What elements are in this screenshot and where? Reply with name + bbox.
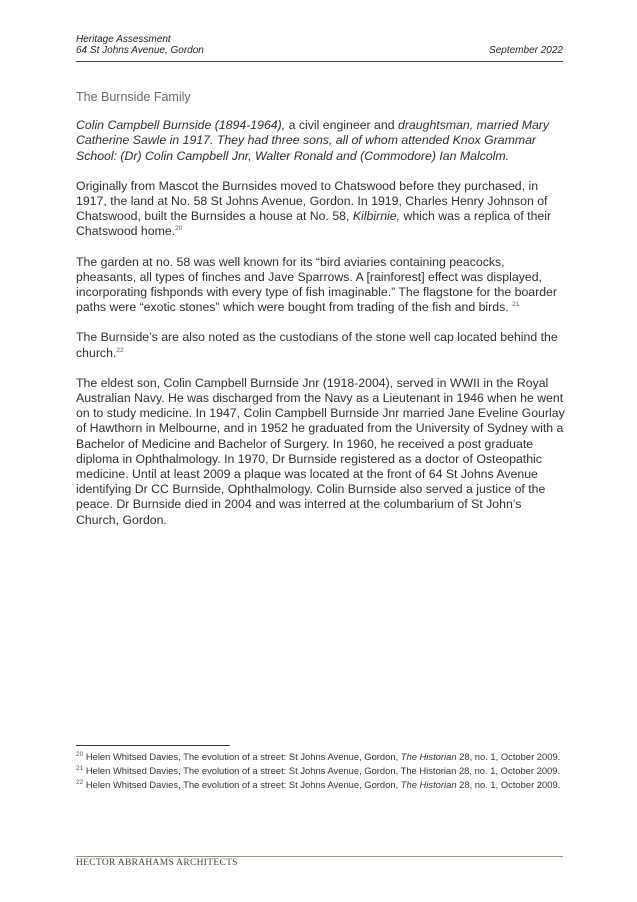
footnote-22 bbox=[76, 779, 565, 791]
intro-paragraph bbox=[76, 118, 567, 164]
paragraph-garden bbox=[76, 255, 567, 316]
footer-divider bbox=[76, 856, 563, 857]
intro-rest: draughtsman, married Mary Catherine Sawle in 1917. They had three sons, all of whom attended Knox Grammar School: (Dr) Colin Campbell Jnr, Walter Ronald and (Commodore) Ian Malcolm. bbox=[76, 118, 550, 163]
header-left bbox=[76, 34, 204, 56]
footnote-number: 22 bbox=[76, 778, 84, 786]
intro-a: a bbox=[285, 118, 299, 133]
header-address: 64 St Johns Avenue, Gordon bbox=[76, 45, 204, 56]
footnote-ref-22[interactable]: 22 bbox=[116, 346, 124, 354]
footnote-text: Helen Whitsed Davies, The evolution of a street: St Johns Avenue, Gordon, bbox=[83, 779, 401, 790]
intro-name: Colin Campbell Burnside (1894-1964), bbox=[76, 118, 286, 133]
footnote-ref-20[interactable]: 20 bbox=[175, 225, 183, 233]
paragraph-origins-text-b: which was a replica of their Chatswood home. bbox=[76, 209, 552, 239]
footnote-text: Helen Whitsed Davies, The evolution of a street: St Johns Avenue, Gordon, bbox=[83, 751, 401, 762]
paragraph-custodians bbox=[76, 330, 567, 360]
footnote-21 bbox=[76, 765, 565, 777]
header-divider bbox=[76, 61, 563, 62]
footnote-journal: The Historian bbox=[400, 779, 457, 790]
footer-firm-name: HECTOR ABRAHAMS ARCHITECTS bbox=[76, 858, 238, 868]
intro-and: and bbox=[370, 118, 398, 133]
paragraph-custodians-text: The Burnside’s are also noted as the custodians of the stone well cap located behind the church. bbox=[76, 330, 558, 360]
footnote-text-end: 28, no. 1, October 2009. bbox=[456, 779, 561, 790]
house-name: Kilbirnie, bbox=[352, 209, 401, 224]
footnote-text-end: 28, no. 1, October 2009. bbox=[456, 751, 561, 762]
footnote-ref-21[interactable]: 21 bbox=[512, 301, 520, 309]
footnote-20 bbox=[76, 751, 565, 763]
paragraph-origins-text: Originally from Mascot the Burnsides moved to Chatswood before they purchased, in 1917, the land at No. 58 St Johns Avenue, Gordon. In 1919, Charles Henry Johnson of Chatswood, built the Burnsides a house at No. 58, bbox=[76, 178, 548, 224]
footnote-divider bbox=[76, 745, 230, 746]
section-title: The Burnside Family bbox=[76, 90, 191, 104]
intro-civil-engineer: civil engineer bbox=[298, 118, 371, 133]
footnote-number: 20 bbox=[76, 750, 84, 758]
paragraph-origins bbox=[76, 179, 567, 240]
footnotes bbox=[76, 751, 565, 793]
header-date: September 2022 bbox=[489, 45, 563, 56]
footnote-number: 21 bbox=[76, 764, 84, 772]
paragraph-garden-text: The garden at no. 58 was well known for its “bird aviaries containing peacocks, pheasants, all types of finches and Jave Sparrows. A [rainforest] effect was displayed, incorporating fishponds with every type of fish imaginable.” The flagstone for the boarder paths were “exotic stones” which were bought from trading of the fish and birds. bbox=[76, 254, 557, 315]
header-title: Heritage Assessment bbox=[76, 34, 171, 45]
footnote-journal: The Historian bbox=[400, 751, 457, 762]
main-content bbox=[76, 90, 567, 543]
footnote-text: Helen Whitsed Davies, The evolution of a street: St Johns Avenue, Gordon, The Historian 28, no. 1, October 2009. bbox=[83, 765, 561, 776]
page-header bbox=[76, 34, 563, 60]
paragraph-eldest-son: The eldest son, Colin Campbell Burnside Jnr (1918-2004), served in WWII in the Royal Australian Navy. He was discharged from the Navy as a Lieutenant in 1946 when he went on to study medicine. In 1947, Colin Campbell Burnside Jnr married Jane Eveline Gourlay of Hawthorn in Melbourne, and in 1952 he graduated from the University of Sydney with a Bachelor of Medicine and Bachelor of Surgery. In 1960, he received a post graduate diploma in Ophthalmology. In 1970, Dr Burnside registered as a doctor of Osteopathic medicine. Until at least 2009 a plaque was located at the front of 64 St Johns Avenue identifying Dr CC Burnside, Ophthalmology. Colin Burnside also served a justice of the peace. Dr Burnside died in 2004 and was interred at the columbarium of St John’s Church, Gordon. bbox=[76, 375, 565, 527]
